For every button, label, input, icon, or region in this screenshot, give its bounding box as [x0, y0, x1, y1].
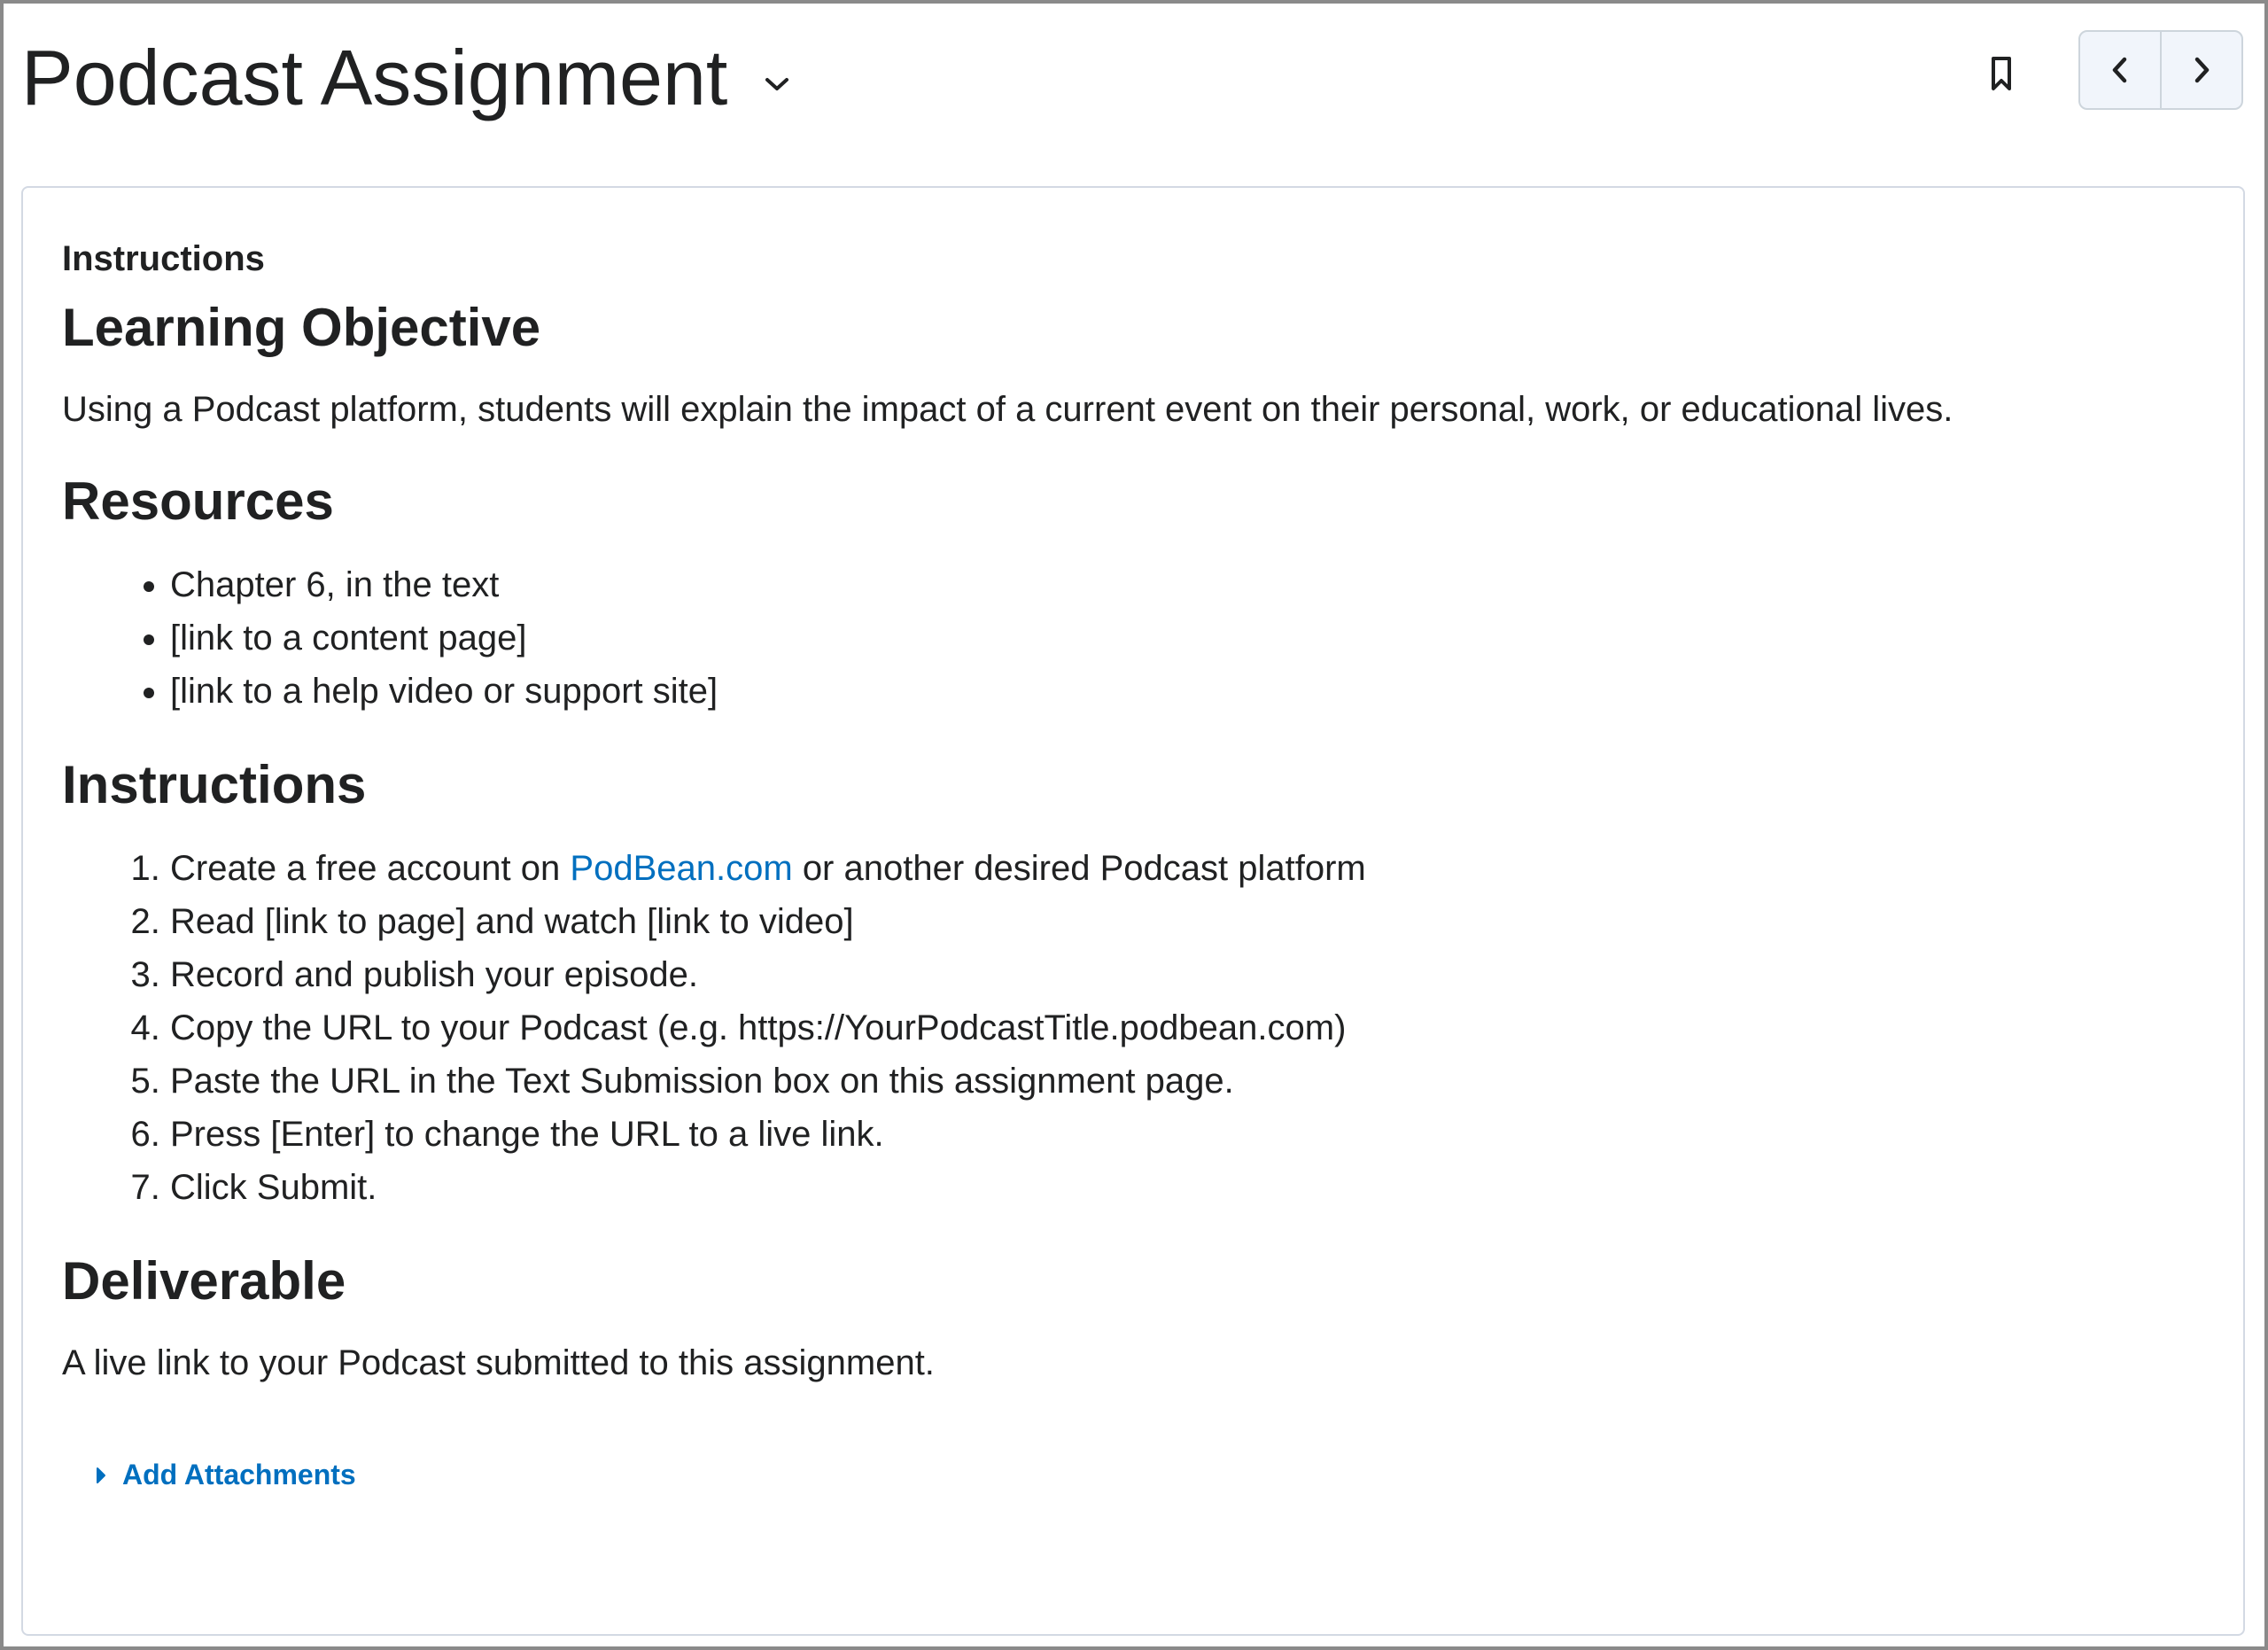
list-item: 3. Record and publish your episode. — [170, 948, 2208, 1001]
title-area — [21, 28, 793, 128]
caret-right-icon — [94, 1465, 108, 1486]
instructions-content — [62, 229, 2208, 1491]
list-item: 5. Paste the URL in the Text Submission box on this assignment page. — [170, 1055, 2208, 1108]
bookmark-icon[interactable] — [1981, 48, 2022, 101]
list-item: • [link to a help video or support site] — [170, 665, 2208, 718]
podbean-link[interactable]: PodBean.com — [570, 849, 793, 888]
previous-button[interactable] — [2080, 32, 2160, 108]
resources-heading: Resources — [62, 471, 334, 531]
list-item: 2. Read [link to page] and watch [link to video] — [170, 895, 2208, 948]
add-attachments-toggle[interactable] — [94, 1459, 2208, 1491]
list-item: 4. Copy the URL to your Podcast (e.g. https://YourPodcastTitle.podbean.com) — [170, 1001, 2208, 1055]
list-item: 6. Press [Enter] to change the URL to a live link. — [170, 1108, 2208, 1161]
add-attachments-label: Add Attachments — [122, 1459, 356, 1490]
list-item: • [link to a content page] — [170, 611, 2208, 665]
page-title: Podcast Assignment — [21, 34, 728, 121]
learning-objective-text: Using a Podcast platform, students will explain the impact of a current event on their personal, work, or educational lives. — [62, 390, 1953, 429]
step-text: Create a free account on — [170, 849, 561, 888]
step-text: or another desired Podcast platform — [802, 849, 1366, 888]
instructions-card — [21, 186, 2245, 1636]
instructions-list — [62, 842, 2208, 1214]
list-item: 7. Click Submit. — [170, 1161, 2208, 1214]
navigation-buttons — [2078, 30, 2243, 110]
resources-list — [62, 558, 2208, 718]
learning-objective-heading: Learning Objective — [62, 298, 541, 357]
chevron-down-icon[interactable] — [761, 68, 793, 100]
list-item — [170, 842, 2208, 895]
next-button[interactable] — [2160, 32, 2241, 108]
chevron-left-icon — [2109, 54, 2131, 86]
section-label: Instructions — [62, 239, 265, 278]
deliverable-text: A live link to your Podcast submitted to this assignment. — [62, 1343, 935, 1382]
deliverable-heading: Deliverable — [62, 1251, 346, 1311]
list-item: • Chapter 6, in the text — [170, 558, 2208, 611]
instructions-heading: Instructions — [62, 755, 367, 814]
chevron-right-icon — [2191, 54, 2212, 86]
